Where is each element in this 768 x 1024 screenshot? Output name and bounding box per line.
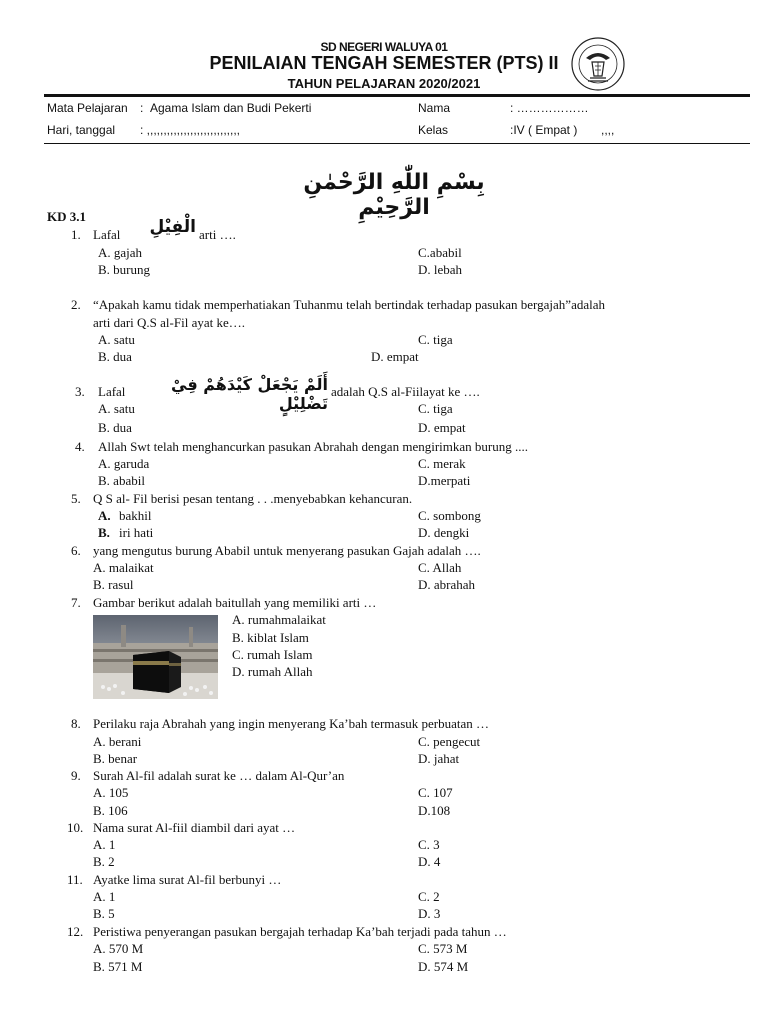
question-number: 11. xyxy=(67,872,83,887)
option-a-letter[interactable]: A. xyxy=(98,508,111,523)
option-c[interactable]: C. 3 xyxy=(418,837,440,852)
option-b[interactable]: B. burung xyxy=(98,262,150,277)
option-c[interactable]: C. tiga xyxy=(418,332,453,347)
question-number: 3. xyxy=(75,384,85,399)
option-c[interactable]: C. 573 M xyxy=(418,941,468,956)
question-number: 8. xyxy=(71,716,81,731)
question-number: 4. xyxy=(75,439,85,454)
question-number: 10. xyxy=(67,820,84,835)
question-text: Q S al- Fil berisi pesan tentang . . .menyebabkan kehancuran. xyxy=(93,491,413,506)
option-d[interactable]: D. dengki xyxy=(418,525,470,540)
option-d[interactable]: D. empat xyxy=(418,420,466,435)
tut-wuri-handayani-logo xyxy=(566,36,630,92)
question-number: 1. xyxy=(71,227,81,242)
question-text: Allah Swt telah menghancurkan pasukan Abrahah dengan mengirimkan burung .... xyxy=(98,439,528,454)
question-text: “Apakah kamu tidak memperhatiakan Tuhanmu telah bertindak terhadap pasukan bergajah”adalah xyxy=(93,297,605,312)
option-b[interactable]: B. 571 M xyxy=(93,959,143,974)
question-text: Ayatke lima surat Al-fil berbunyi … xyxy=(93,872,282,887)
info-divider xyxy=(44,143,750,144)
option-d[interactable]: D. empat xyxy=(371,349,419,364)
option-c[interactable]: C. rumah Islam xyxy=(232,647,313,662)
subject-label: Mata Pelajaran xyxy=(47,101,128,115)
option-d[interactable]: D.merpati xyxy=(418,473,471,488)
option-b[interactable]: B. rasul xyxy=(93,577,134,592)
section-heading: KD 3.1 xyxy=(47,209,86,224)
option-d[interactable]: D. 4 xyxy=(418,854,441,869)
kaaba-photo xyxy=(93,615,218,699)
class-extra: ,,,, xyxy=(601,123,615,137)
option-b[interactable]: B. ababil xyxy=(98,473,145,488)
option-b[interactable]: B. benar xyxy=(93,751,138,766)
option-b-letter[interactable]: B. xyxy=(98,525,110,540)
date-label: Hari, tanggal xyxy=(47,123,116,137)
question-text: Lafal xyxy=(93,227,121,242)
header-divider xyxy=(44,94,750,97)
question-number: 7. xyxy=(71,595,81,610)
question-text: yang mengutus burung Ababil untuk menyerang pasukan Gajah adalah …. xyxy=(93,543,481,558)
question-number: 2. xyxy=(71,297,81,312)
option-d[interactable]: D. rumah Allah xyxy=(232,664,313,679)
option-d[interactable]: D. 574 M xyxy=(418,959,469,974)
option-a[interactable]: A. 570 M xyxy=(93,941,144,956)
question-text: Peristiwa penyerangan pasukan bergajah terhadap Ka’bah terjadi pada tahun … xyxy=(93,924,507,939)
option-a[interactable]: A. satu xyxy=(98,401,135,416)
option-b[interactable]: B. kiblat Islam xyxy=(232,630,309,645)
question-text: Lafal xyxy=(98,384,126,399)
option-b[interactable]: B. 5 xyxy=(93,906,115,921)
option-a[interactable]: A. 105 xyxy=(93,785,129,800)
option-c[interactable]: C. pengecut xyxy=(418,734,481,749)
question-text: Perilaku raja Abrahah yang ingin menyerang Ka’bah termasuk perbuatan … xyxy=(93,716,489,731)
option-a[interactable]: A. 1 xyxy=(93,837,116,852)
academic-year: TAHUN PELAJARAN 2020/2021 xyxy=(287,76,481,91)
name-field[interactable]: : ……………… xyxy=(510,101,589,115)
class-value: :IV ( Empat ) xyxy=(510,123,578,137)
option-a[interactable]: A. garuda xyxy=(98,456,150,471)
option-a[interactable]: bakhil xyxy=(119,508,152,523)
question-number: 9. xyxy=(71,768,81,783)
option-c[interactable]: C.ababil xyxy=(418,245,462,260)
option-b[interactable]: B. dua xyxy=(98,420,132,435)
option-d[interactable]: D. 3 xyxy=(418,906,441,921)
option-a[interactable]: A. 1 xyxy=(93,889,116,904)
subject-value: Agama Islam dan Budi Pekerti xyxy=(150,101,312,115)
option-a[interactable]: A. malaikat xyxy=(93,560,154,575)
class-label: Kelas xyxy=(418,123,449,137)
exam-title: PENILAIAN TENGAH SEMESTER (PTS) II xyxy=(209,53,559,73)
option-d[interactable]: D.108 xyxy=(418,803,451,818)
option-d[interactable]: D. lebah xyxy=(418,262,463,277)
option-b[interactable]: iri hati xyxy=(119,525,154,540)
arabic-lafal: الْفِيْلِ xyxy=(149,217,196,237)
question-number: 12. xyxy=(67,924,84,939)
question-text-cont: arti dari Q.S al-Fil ayat ke…. xyxy=(93,315,245,330)
option-d[interactable]: D. jahat xyxy=(418,751,460,766)
option-b[interactable]: B. dua xyxy=(98,349,132,364)
option-c[interactable]: C. merak xyxy=(418,456,466,471)
option-d[interactable]: D. abrahah xyxy=(418,577,476,592)
school-name: SD NEGERI WALUYA 01 xyxy=(320,40,448,54)
option-a[interactable]: A. rumahmalaikat xyxy=(232,612,326,627)
question-text: adalah Q.S al-Fiilayat ke …. xyxy=(331,384,480,399)
basmalah-calligraphy: بِسْمِ اللّٰهِ الرَّحْمٰنِ الرَّحِيْمِ xyxy=(303,170,485,220)
question-text: arti …. xyxy=(199,227,236,242)
option-a[interactable]: A. gajah xyxy=(98,245,143,260)
option-c[interactable]: C. 107 xyxy=(418,785,453,800)
option-a[interactable]: A. berani xyxy=(93,734,142,749)
option-a[interactable]: A. satu xyxy=(98,332,135,347)
option-c[interactable]: C. Allah xyxy=(418,560,462,575)
option-c[interactable]: C. tiga xyxy=(418,401,453,416)
date-field[interactable]: : ,,,,,,,,,,,,,,,,,,,,,,,,,,,, xyxy=(140,123,241,137)
question-text: Gambar berikut adalah baitullah yang memiliki arti … xyxy=(93,595,377,610)
option-b[interactable]: B. 106 xyxy=(93,803,128,818)
question-text: Surah Al-fil adalah surat ke … dalam Al-Qur’an xyxy=(93,768,345,783)
name-label: Nama xyxy=(418,101,451,115)
question-number: 5. xyxy=(71,491,81,506)
question-text: Nama surat Al-fiil diambil dari ayat … xyxy=(93,820,296,835)
option-c[interactable]: C. 2 xyxy=(418,889,440,904)
option-b[interactable]: B. 2 xyxy=(93,854,115,869)
question-number: 6. xyxy=(71,543,81,558)
arabic-lafal: أَلَمْ يَجْعَلْ كَيْدَهُمْ فِيْ تَضْلِيْلٍ xyxy=(171,375,328,413)
option-c[interactable]: C. sombong xyxy=(418,508,481,523)
subject-separator: : xyxy=(140,101,144,115)
